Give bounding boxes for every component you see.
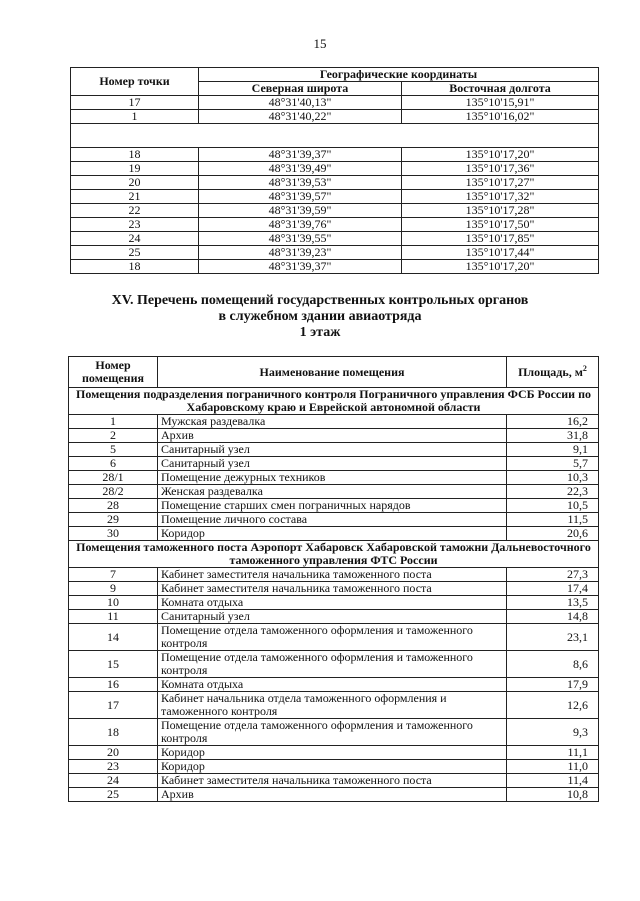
longitude-value: 135°10'17,28"	[402, 204, 599, 218]
room-area: 31,8	[507, 429, 599, 443]
room-area: 8,6	[507, 651, 599, 678]
room-name: Коридор	[158, 746, 507, 760]
room-name: Санитарный узел	[158, 610, 507, 624]
header-point-number: Номер точки	[71, 68, 199, 96]
room-number: 30	[69, 527, 158, 541]
room-area: 12,6	[507, 692, 599, 719]
table-row	[71, 176, 599, 190]
longitude-value: 135°10'17,20"	[402, 148, 599, 162]
point-number: 18	[71, 260, 199, 274]
room-number: 5	[69, 443, 158, 457]
latitude-value: 48°31'39,23"	[199, 246, 402, 260]
room-name: Коридор	[158, 527, 507, 541]
room-area: 17,9	[507, 678, 599, 692]
table-row	[69, 582, 599, 596]
table-row	[71, 148, 599, 162]
table-row	[69, 678, 599, 692]
room-number: 6	[69, 457, 158, 471]
point-number: 25	[71, 246, 199, 260]
table-row	[69, 429, 599, 443]
table-row	[69, 485, 599, 499]
table-row	[71, 162, 599, 176]
room-number: 2	[69, 429, 158, 443]
longitude-value: 135°10'17,27"	[402, 176, 599, 190]
table-row	[69, 692, 599, 719]
point-number: 1	[71, 110, 199, 124]
room-name: Санитарный узел	[158, 457, 507, 471]
point-number: 21	[71, 190, 199, 204]
rooms-table-body	[69, 388, 599, 802]
room-number: 1	[69, 415, 158, 429]
room-area: 23,1	[507, 624, 599, 651]
room-name: Помещение старших смен пограничных нарядов	[158, 499, 507, 513]
room-number: 28/1	[69, 471, 158, 485]
room-area: 17,4	[507, 582, 599, 596]
room-name: Женская раздевалка	[158, 485, 507, 499]
room-area: 27,3	[507, 568, 599, 582]
point-number: 22	[71, 204, 199, 218]
room-area: 11,0	[507, 760, 599, 774]
latitude-value: 48°31'39,57"	[199, 190, 402, 204]
room-name: Помещение отдела таможенного оформления и таможенного контроля	[158, 624, 507, 651]
table-row	[71, 190, 599, 204]
latitude-value: 48°31'39,76"	[199, 218, 402, 232]
room-area: 11,5	[507, 513, 599, 527]
table-row	[69, 527, 599, 541]
section-title: Помещения подразделения пограничного контроля Пограничного управления ФСБ России по Хабаровскому краю и Еврейской автономной области	[69, 388, 599, 415]
room-name: Архив	[158, 429, 507, 443]
room-name: Кабинет заместителя начальника таможенного поста	[158, 582, 507, 596]
longitude-value: 135°10'15,91"	[402, 96, 599, 110]
header-room-area-label: Площадь, м	[518, 364, 583, 379]
latitude-value: 48°31'40,22"	[199, 110, 402, 124]
latitude-value: 48°31'40,13"	[199, 96, 402, 110]
room-area: 13,5	[507, 596, 599, 610]
table-row	[69, 746, 599, 760]
room-area: 11,1	[507, 746, 599, 760]
room-name: Коридор	[158, 760, 507, 774]
room-name: Мужская раздевалка	[158, 415, 507, 429]
room-name: Комната отдыха	[158, 678, 507, 692]
room-name: Архив	[158, 788, 507, 802]
room-number: 9	[69, 582, 158, 596]
section-title: Помещения таможенного поста Аэропорт Хабаровск Хабаровской таможни Дальневосточного таможенного управления ФТС России	[69, 541, 599, 568]
table-row	[71, 218, 599, 232]
table-row	[71, 110, 599, 124]
room-name: Помещение отдела таможенного оформления и таможенного контроля	[158, 651, 507, 678]
section-row	[69, 388, 599, 415]
point-number: 20	[71, 176, 199, 190]
longitude-value: 135°10'17,20"	[402, 260, 599, 274]
table-row	[69, 624, 599, 651]
room-name: Помещение отдела таможенного оформления и таможенного контроля	[158, 719, 507, 746]
table-row	[71, 96, 599, 110]
longitude-value: 135°10'17,85"	[402, 232, 599, 246]
room-number: 18	[69, 719, 158, 746]
room-area: 9,3	[507, 719, 599, 746]
room-number: 16	[69, 678, 158, 692]
table-row	[69, 610, 599, 624]
coordinates-table	[70, 67, 599, 274]
point-number: 24	[71, 232, 199, 246]
section-heading-line1: XV. Перечень помещений государственных контрольных органов	[111, 293, 529, 308]
room-name: Помещение дежурных техников	[158, 471, 507, 485]
latitude-value: 48°31'39,37"	[199, 148, 402, 162]
room-number: 10	[69, 596, 158, 610]
header-latitude: Северная широта	[199, 82, 402, 96]
table-row	[69, 788, 599, 802]
header-room-area-sup: 2	[582, 363, 587, 373]
room-number: 23	[69, 760, 158, 774]
table-row	[69, 443, 599, 457]
room-number: 11	[69, 610, 158, 624]
room-name: Кабинет заместителя начальника таможенного поста	[158, 774, 507, 788]
room-name: Помещение личного состава	[158, 513, 507, 527]
section-heading	[0, 293, 640, 341]
latitude-value: 48°31'39,37"	[199, 260, 402, 274]
room-area: 10,3	[507, 471, 599, 485]
table-row	[69, 596, 599, 610]
latitude-value: 48°31'39,55"	[199, 232, 402, 246]
header-room-name: Наименование помещения	[158, 357, 507, 388]
room-number: 7	[69, 568, 158, 582]
room-number: 17	[69, 692, 158, 719]
table-row	[69, 774, 599, 788]
longitude-value: 135°10'17,50"	[402, 218, 599, 232]
table-row	[69, 760, 599, 774]
room-area: 9,1	[507, 443, 599, 457]
header-room-area	[507, 357, 599, 388]
header-geo-coordinates: Географические координаты	[199, 68, 599, 82]
longitude-value: 135°10'16,02"	[402, 110, 599, 124]
room-area: 16,2	[507, 415, 599, 429]
header-room-number: Номер помещения	[69, 357, 158, 388]
room-name: Кабинет заместителя начальника таможенного поста	[158, 568, 507, 582]
section-heading-line3: 1 этаж	[299, 325, 341, 340]
header-longitude: Восточная долгота	[402, 82, 599, 96]
point-number: 19	[71, 162, 199, 176]
room-number: 28/2	[69, 485, 158, 499]
table-row	[69, 651, 599, 678]
room-area: 10,5	[507, 499, 599, 513]
table-row	[69, 719, 599, 746]
table-row	[71, 204, 599, 218]
section-heading-line2: в служебном здании авиаотряда	[218, 309, 422, 324]
coordinates-table-body	[71, 96, 599, 274]
room-area: 5,7	[507, 457, 599, 471]
longitude-value: 135°10'17,36"	[402, 162, 599, 176]
room-number: 25	[69, 788, 158, 802]
room-number: 28	[69, 499, 158, 513]
room-number: 20	[69, 746, 158, 760]
room-name: Санитарный узел	[158, 443, 507, 457]
room-area: 20,6	[507, 527, 599, 541]
longitude-value: 135°10'17,44"	[402, 246, 599, 260]
room-number: 24	[69, 774, 158, 788]
table-row	[69, 568, 599, 582]
room-area: 10,8	[507, 788, 599, 802]
room-name: Комната отдыха	[158, 596, 507, 610]
table-row	[69, 513, 599, 527]
latitude-value: 48°31'39,49"	[199, 162, 402, 176]
table-row	[69, 457, 599, 471]
table-row	[69, 471, 599, 485]
latitude-value: 48°31'39,53"	[199, 176, 402, 190]
latitude-value: 48°31'39,59"	[199, 204, 402, 218]
table-row	[71, 260, 599, 274]
room-area: 14,8	[507, 610, 599, 624]
room-area: 22,3	[507, 485, 599, 499]
table-row	[71, 246, 599, 260]
rooms-table	[68, 356, 599, 802]
room-name: Кабинет начальника отдела таможенного оформления и таможенного контроля	[158, 692, 507, 719]
blank-cell	[71, 124, 599, 148]
table-row	[71, 232, 599, 246]
table-row	[71, 124, 599, 148]
room-number: 14	[69, 624, 158, 651]
point-number: 23	[71, 218, 199, 232]
table-row	[69, 499, 599, 513]
longitude-value: 135°10'17,32"	[402, 190, 599, 204]
section-row	[69, 541, 599, 568]
room-area: 11,4	[507, 774, 599, 788]
page-number: 15	[313, 36, 327, 51]
point-number: 18	[71, 148, 199, 162]
table-row	[69, 415, 599, 429]
room-number: 15	[69, 651, 158, 678]
point-number: 17	[71, 96, 199, 110]
room-number: 29	[69, 513, 158, 527]
